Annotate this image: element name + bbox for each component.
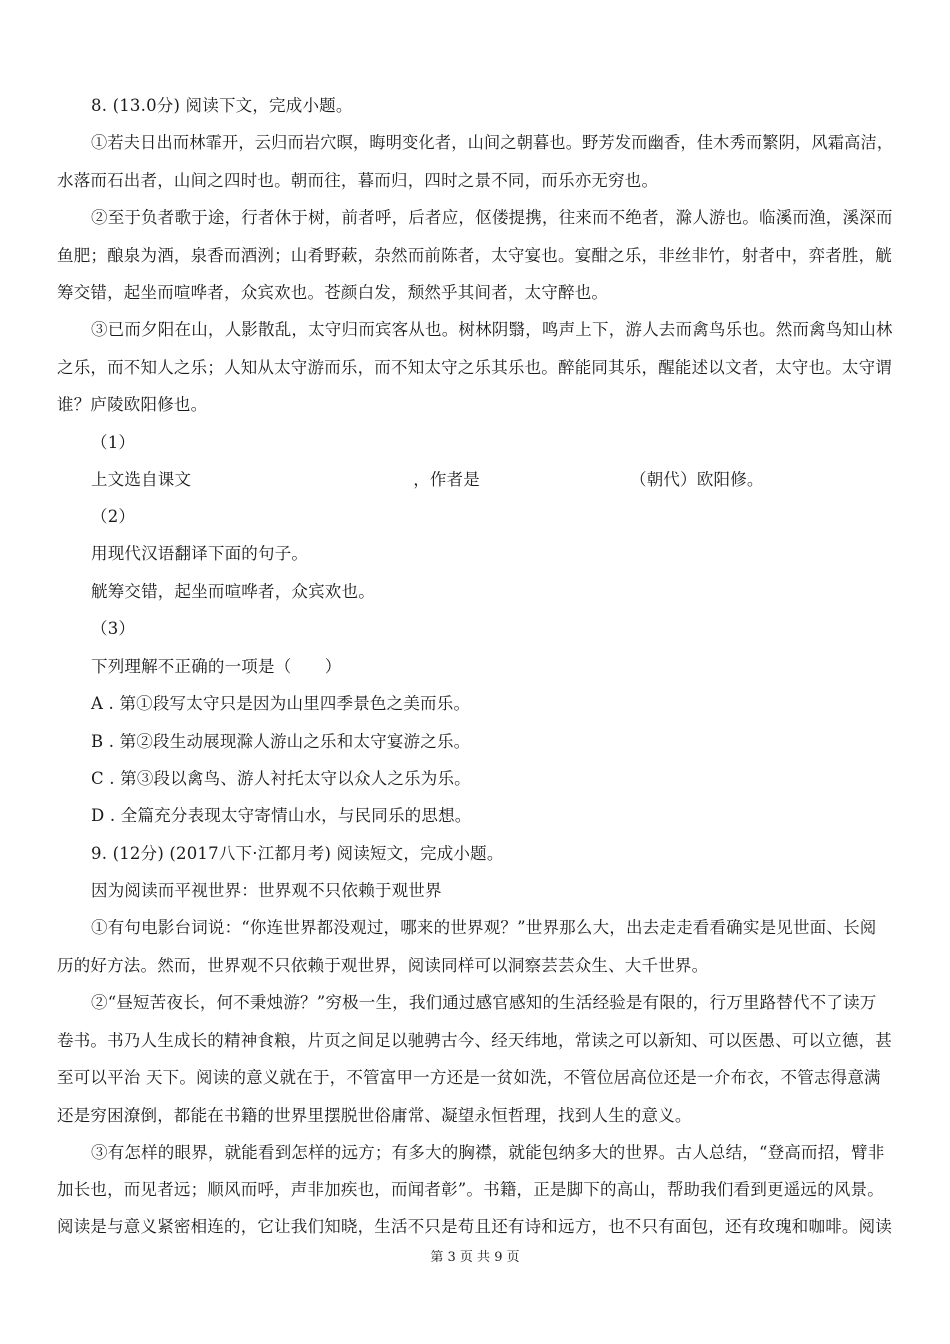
- sub1-text-part-a: 上文选自课文: [91, 470, 192, 489]
- sub-question-1-number: （1）: [91, 433, 136, 452]
- question-8-header: 8. (13.0分) 阅读下文，完成小题。: [91, 96, 353, 115]
- q8-p2-line-1: ②至于负者歌于途，行者休于树，前者呼，后者应，伛偻提携，往来而不绝者，滁人游也。临溪而渔，溪深而: [91, 208, 893, 227]
- option-b[interactable]: B . 第②段生动展现滁人游山之乐和太守宴游之乐。: [91, 732, 471, 751]
- sub-question-1-text: [91, 469, 764, 491]
- q9-p2-line-1: ②“昼短苦夜长，何不秉烛游？”穷极一生，我们通过感官感知的生活经验是有限的，行万里路替代不了读万: [91, 993, 877, 1012]
- q9-p1-line-1: ①有句电影台词说：“你连世界都没观过，哪来的世界观？”世界那么大，出去走走看看确实是见世面、长阅: [91, 918, 877, 937]
- q9-p2-line-3: 至可以平治 天下。阅读的意义就在于，不管富甲一方还是一贫如洗，不管位居高位还是一介布衣，不管志得意满: [57, 1068, 881, 1087]
- q8-p1-line-2: 水落而石出者，山间之四时也。朝而往，暮而归，四时之景不同，而乐亦无穷也。: [57, 171, 659, 190]
- q8-p3-line-2: 之乐，而不知人之乐；人知从太守游而乐，而不知太守之乐其乐也。醉能同其乐，醒能述以文者，太守也。太守谓: [57, 358, 892, 377]
- q9-p3-line-1: ③有怎样的眼界，就能看到怎样的远方；有多大的胸襟，就能包纳多大的世界。古人总结，“登高而招，臂非: [91, 1143, 885, 1162]
- sub-question-3-number: （3）: [91, 619, 136, 638]
- sub1-text-part-b: ，作者是: [413, 470, 481, 489]
- q8-p1-line-1: ①若夫日出而林霏开，云归而岩穴暝，晦明变化者，山间之朝暮也。野芳发而幽香，佳木秀而繁阴，风霜高洁，: [91, 133, 894, 152]
- q8-p2-line-2: 鱼肥；酿泉为酒，泉香而酒洌；山肴野蔌，杂然而前陈者，太守宴也。宴酣之乐，非丝非竹，射者中，弈者胜，觥: [57, 246, 892, 265]
- q9-p2-line-2: 卷书。书乃人生成长的精神食粮，片页之间足以驰骋古今、经天纬地，常读之可以新知、可以医愚、可以立德，甚: [57, 1031, 892, 1050]
- question-9-header: 9. (12分) (2017八下·江都月考) 阅读短文，完成小题。: [91, 844, 504, 863]
- sub-question-3-stem: 下列理解不正确的一项是（ ）: [91, 657, 342, 676]
- option-d[interactable]: D . 全篇充分表现太守寄情山水，与民同乐的思想。: [91, 806, 472, 825]
- option-a[interactable]: A . 第①段写太守只是因为山里四季景色之美而乐。: [91, 694, 471, 713]
- sub-question-2-instruction: 用现代汉语翻译下面的句子。: [91, 544, 309, 563]
- sub-question-2-number: （2）: [91, 507, 136, 526]
- q8-p3-line-3: 谁？庐陵欧阳修也。: [57, 395, 208, 414]
- q8-p2-line-3: 筹交错，起坐而喧哗者，众宾欢也。苍颜白发，颓然乎其间者，太守醉也。: [57, 283, 609, 302]
- q9-p2-line-4: 还是穷困潦倒，都能在书籍的世界里摆脱世俗庸常、凝望永恒哲理，找到人生的意义。: [57, 1106, 692, 1125]
- q9-p3-line-2: 加长也，而见者远；顺风而呼，声非加疾也，而闻者彰”。书籍，正是脚下的高山，帮助我们看到更遥远的风景。: [57, 1180, 884, 1199]
- q9-p1-line-2: 历的好方法。然而，世界观不只依赖于观世界，阅读同样可以洞察芸芸众生、大千世界。: [57, 956, 709, 975]
- q9-p3-line-3: 阅读是与意义紧密相连的，它让我们知晓，生活不只是苟且还有诗和远方，也不只有面包，还有玫瑰和咖啡。阅读: [57, 1217, 892, 1236]
- sub1-text-part-c: （朝代）欧阳修。: [630, 470, 764, 489]
- q9-article-title: 因为阅读而平视世界：世界观不只依赖于观世界: [91, 881, 442, 900]
- sub-question-2-sentence: 觥筹交错，起坐而喧哗者，众宾欢也。: [91, 582, 375, 601]
- page-footer: 第 3 页 共 9 页: [430, 1250, 520, 1265]
- option-c[interactable]: C . 第③段以禽鸟、游人衬托太守以众人之乐为乐。: [91, 769, 471, 788]
- q8-p3-line-1: ③已而夕阳在山，人影散乱，太守归而宾客从也。树林阴翳，鸣声上下，游人去而禽鸟乐也。然而禽鸟知山林: [91, 320, 893, 339]
